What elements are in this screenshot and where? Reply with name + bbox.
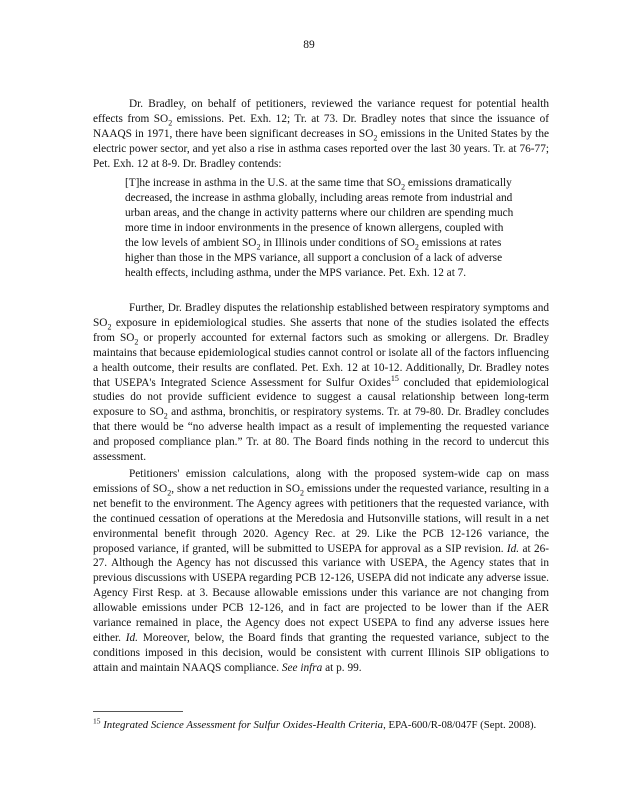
- paragraph-2: Further, Dr. Bradley disputes the relationship established between respiratory symptoms and $SO_2$ exposure in epidemiological studies. She asserts that none of the studies isolated the effects from $SO_2$ or properly accounted for external factors such as smoking or allergens. Dr. Bradley maintains that because epidemiological studies cannot control or isolate all of the factors influencing a health outcome, their results are conflated. Pet. Exh. 12 at 10-12. Additionally, Dr. Bradley notes that USEPA's Integrated Science Assessment for Sulfur Oxides$^{15}$ concluded that epidemiological studies do not provide sufficient evidence to suggest a causal relationship between long-term exposure to $SO_2$ and asthma, bronchitis, or respiratory systems. Tr. at 79-80. Dr. Bradley concludes that there would be “no adverse health impact as a result of implementing the requested variance and proposed compliance plan.” Tr. at 80. The Board finds nothing in the record to undercut this assessment.: [93, 302, 549, 464]
- page-number: 89: [303, 39, 315, 51]
- footnote-divider: [93, 711, 183, 712]
- footnote: $^{15}$ Integrated Science Assessment for Sulfur Oxides-Health Criteria, EPA-600/R-08/047F (Sept. 2008).: [93, 716, 537, 731]
- paragraph-1: Dr. Bradley, on behalf of petitioners, reviewed the variance request for potential health effects from $SO_2$ emissions. Pet. Exh. 12; Tr. at 73. Dr. Bradley notes that since the issuance of NAAQS in 1971, there have been significant decreases in $SO_2$ emissions in the United States by the electric power sector, and yet also a rise in asthma cases reported over the last 30 years. Tr. at 76-77; Pet. Exh. 12 at 8-9. Dr. Bradley contends:: [93, 98, 549, 170]
- block-quote: [T]he increase in asthma in the U.S. at the same time that $SO_2$ emissions dramatically decreased, the increase in asthma globally, including areas remote from industrial and urban areas, and the change in activity patterns where our children are spending much more time in indoor environments in the presence of known allergens, coupled with the low levels of ambient $SO_2$ in Illinois under conditions of $SO_2$ emissions at rates higher than those in the MPS variance, all support a conclusion of a lack of adverse health effects, including asthma, under the MPS variance. Pet. Exh. 12 at 7.: [125, 177, 514, 279]
- footnote-ref[interactable]: 15: [390, 373, 399, 383]
- paragraph-3: Petitioners' emission calculations, along with the proposed system-wide cap on mass emissions of $SO_2$, show a net reduction in $SO_2$ emissions under the requested variance, resulting in a net benefit to the environment. The Agency agrees with petitioners that the requested variance, with the continued cessation of operations at the Meredosia and Hutsonville stations, will result in a net environmental benefit through 2020. Agency Rec. at 29. Like the PCB 12-126 variance, the proposed variance, if granted, will be submitted to USEPA for approval as a SIP revision. Id. at 26-27. Although the Agency has not discussed this variance with USEPA, the Agency states that in previous discussions with USEPA regarding PCB 12-126, USEPA did not indicate any adverse issue. Agency First Resp. at 3. Because allowable emissions under this variance are not changing from allowable emissions under PCB 12-126, and in fact are projected to be lower than if the AER variance remained in place, the Agency does not expect USEPA to find any adverse issues here either. Id. Moreover, below, the Board finds that granting the requested variance, subject to the conditions imposed in this decision, would be consistent with current Illinois SIP obligations to attain and maintain NAAQS compliance. See infra at p. 99.: [93, 468, 549, 674]
